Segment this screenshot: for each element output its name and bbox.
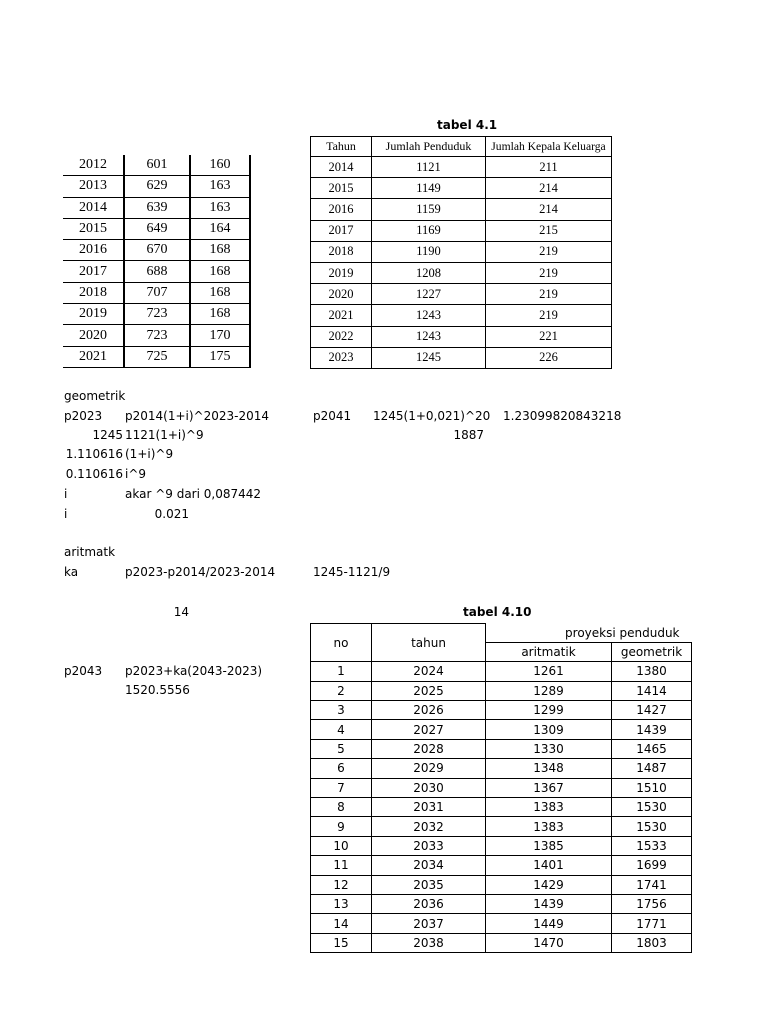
table410-cell: 1487 [612,759,692,778]
geo-line5-label: i [64,487,68,501]
year-table-cell: 163 [190,197,250,218]
table410-cell: 2030 [372,778,486,797]
table41-cell: 214 [486,178,612,199]
year-table-row [63,304,250,325]
table410-cell: 1367 [486,778,612,797]
year-table-row [63,176,250,197]
table410-row [311,836,692,855]
year-table-cell: 2012 [63,155,124,176]
year-table-cell: 2019 [63,304,124,325]
table410-row [311,720,692,739]
table41-cell: 2021 [311,305,372,326]
table410-cell: 1439 [612,720,692,739]
table410-cell: 14 [311,914,372,933]
table410-cell: 1756 [612,894,692,913]
table410-cell: 2025 [372,681,486,700]
table410-cell: 1741 [612,875,692,894]
year-table-cell: 2017 [63,261,124,282]
year-table-cell: 175 [190,346,250,367]
table41-cell: 1208 [372,262,486,283]
table410-cell: 2028 [372,739,486,758]
table41-cell: 2022 [311,326,372,347]
geo-line1-label: p2023 [64,409,103,423]
table41-row [311,178,612,199]
year-table-cell: 723 [124,304,190,325]
table410-cell: 2029 [372,759,486,778]
year-table-row [63,346,250,367]
table41 [310,136,612,369]
table410-cell: 1530 [612,817,692,836]
year-table-cell: 723 [124,325,190,346]
table410-cell: 1348 [486,759,612,778]
ari-p2043-result: 1520.5556 [125,683,190,697]
table410-cell: 2036 [372,894,486,913]
ari-line3-label: p2043 [64,664,103,678]
table41-cell: 2014 [311,157,372,178]
table41-cell: 2017 [311,220,372,241]
table410-cell: 1383 [486,798,612,817]
table410-cell: 2032 [372,817,486,836]
table41-header-jumlah-penduduk: Jumlah Penduduk [372,137,486,157]
table41-row [311,305,612,326]
geo-p2041-result: 1887 [453,428,484,442]
table41-cell: 226 [486,347,612,368]
table410-row [311,681,692,700]
year-table-cell: 163 [190,176,250,197]
table410-row [311,798,692,817]
table410-row [311,817,692,836]
year-table-cell: 725 [124,346,190,367]
table41-row [311,157,612,178]
table41-cell: 219 [486,262,612,283]
year-table-cell: 2020 [63,325,124,346]
table410-row [311,759,692,778]
table410-cell: 5 [311,739,372,758]
table410-cell: 1401 [486,856,612,875]
table410-cell: 2031 [372,798,486,817]
geo-line3-formula: (1+i)^9 [125,447,174,461]
table41-cell: 215 [486,220,612,241]
geo-line6-value: 0.021 [154,507,189,521]
year-table-cell: 2013 [63,176,124,197]
table41-row [311,284,612,305]
table410-cell: 1465 [612,739,692,758]
table410-cell: 2034 [372,856,486,875]
table41-cell: 2019 [311,262,372,283]
table410-cell: 1510 [612,778,692,797]
table410-cell: 13 [311,894,372,913]
table41-cell: 2018 [311,241,372,262]
year-table-row [63,261,250,282]
year-table-cell: 160 [190,155,250,176]
geo-line2-formula: 1121(1+i)^9 [125,428,204,442]
table41-cell: 219 [486,241,612,262]
table410-cell: 2027 [372,720,486,739]
geo-line4-formula: i^9 [125,467,147,481]
geo-line1-formula: p2014(1+i)^2023-2014 [125,409,270,423]
table41-cell: 1159 [372,199,486,220]
table410-cell: 12 [311,875,372,894]
year-table-row [63,155,250,176]
table410-cell: 3 [311,701,372,720]
table41-cell: 1121 [372,157,486,178]
year-table-cell: 688 [124,261,190,282]
table410-row [311,933,692,952]
table41-cell: 219 [486,284,612,305]
year-table-cell: 2015 [63,218,124,239]
aritmatik-heading: aritmatk [64,545,116,559]
table410-header-proyeksi: proyeksi penduduk [486,624,692,643]
ari-line1-formula: p2023-p2014/2023-2014 [125,565,276,579]
geo-line2-value: 1245 [92,428,123,442]
table41-cell: 1149 [372,178,486,199]
year-population-table [63,155,251,368]
year-table-cell: 164 [190,218,250,239]
year-table-row [63,240,250,261]
table410-row [311,914,692,933]
table410-cell: 1289 [486,681,612,700]
table410-cell: 1383 [486,817,612,836]
table41-row [311,199,612,220]
table410-row [311,778,692,797]
table410-title: tabel 4.10 [463,605,532,619]
geo-p2041-formula: 1245(1+0,021)^20 [373,409,491,423]
table410-cell: 1530 [612,798,692,817]
year-table-cell: 2018 [63,282,124,303]
table41-row [311,220,612,241]
table410-cell: 2 [311,681,372,700]
ari-ka-value: 14 [173,605,189,619]
table410-cell: 8 [311,798,372,817]
table410-cell: 1414 [612,681,692,700]
ari-line1-substitution: 1245-1121/9 [313,565,391,579]
table410-row [311,701,692,720]
table410-cell: 1470 [486,933,612,952]
table410-row [311,739,692,758]
year-table-row [63,197,250,218]
table410-cell: 11 [311,856,372,875]
table410-cell: 7 [311,778,372,797]
geo-line5-formula: akar ^9 dari 0,087442 [125,487,262,501]
table410-row [311,856,692,875]
table41-header-jumlah-kk: Jumlah Kepala Keluarga [486,137,612,157]
table410-cell: 1803 [612,933,692,952]
table410-cell: 2037 [372,914,486,933]
table41-cell: 1227 [372,284,486,305]
geo-p2041-label: p2041 [313,409,352,423]
year-table-cell: 168 [190,304,250,325]
table41-cell: 2023 [311,347,372,368]
table410-cell: 1771 [612,914,692,933]
table41-cell: 1190 [372,241,486,262]
table41-cell: 221 [486,326,612,347]
year-table-row [63,218,250,239]
table41-cell: 1245 [372,347,486,368]
year-table-cell: 2021 [63,346,124,367]
table410-cell: 1261 [486,662,612,681]
year-table-row [63,282,250,303]
table410-cell: 1309 [486,720,612,739]
table410-cell: 1380 [612,662,692,681]
table410-cell: 4 [311,720,372,739]
geometrik-heading: geometrik [64,389,126,403]
table410-row [311,662,692,681]
geo-line3-value: 1.110616 [65,447,123,461]
table41-cell: 1243 [372,305,486,326]
table41-cell: 2015 [311,178,372,199]
table410-cell: 2035 [372,875,486,894]
table410-header-no: no [311,624,372,662]
table410-cell: 10 [311,836,372,855]
table410-cell: 1 [311,662,372,681]
year-table-cell: 168 [190,261,250,282]
year-table-cell: 601 [124,155,190,176]
year-table-cell: 670 [124,240,190,261]
table410-cell: 1330 [486,739,612,758]
table410-cell: 1299 [486,701,612,720]
table41-row [311,262,612,283]
table41-cell: 1169 [372,220,486,241]
table41-row [311,347,612,368]
year-table-cell: 2014 [63,197,124,218]
table410-cell: 2033 [372,836,486,855]
table41-row [311,326,612,347]
table41-cell: 214 [486,199,612,220]
table410-header-tahun: tahun [372,624,486,662]
geo-line4-value: 0.110616 [65,467,123,481]
geo-p2041-factor: 1.23099820843218 [503,409,622,423]
table41-header-tahun: Tahun [311,137,372,157]
year-table-cell: 168 [190,282,250,303]
geo-line6-label: i [64,507,68,521]
year-table-cell: 649 [124,218,190,239]
table41-cell: 2016 [311,199,372,220]
table41-title: tabel 4.1 [437,118,498,132]
year-table-cell: 2016 [63,240,124,261]
table410-cell: 1429 [486,875,612,894]
table410-cell: 15 [311,933,372,952]
year-table-cell: 170 [190,325,250,346]
table410-header-geometrik: geometrik [612,642,692,661]
ari-line3-formula: p2023+ka(2043-2023) [125,664,263,678]
ari-line1-label: ka [64,565,79,579]
table410-cell: 1385 [486,836,612,855]
table410-cell: 2038 [372,933,486,952]
year-table-cell: 629 [124,176,190,197]
table410 [310,623,692,953]
table410-row [311,894,692,913]
table410-row [311,875,692,894]
table410-cell: 2024 [372,662,486,681]
table41-cell: 1243 [372,326,486,347]
table410-cell: 1533 [612,836,692,855]
table410-cell: 2026 [372,701,486,720]
year-table-cell: 707 [124,282,190,303]
year-table-cell: 639 [124,197,190,218]
table41-cell: 219 [486,305,612,326]
table410-header-aritmatik: aritmatik [486,642,612,661]
table410-cell: 9 [311,817,372,836]
table410-cell: 1427 [612,701,692,720]
table410-cell: 1699 [612,856,692,875]
table410-cell: 1449 [486,914,612,933]
year-table-cell: 168 [190,240,250,261]
year-table-row [63,325,250,346]
table41-cell: 2020 [311,284,372,305]
table41-row [311,241,612,262]
table410-cell: 6 [311,759,372,778]
table41-cell: 211 [486,157,612,178]
table410-cell: 1439 [486,894,612,913]
